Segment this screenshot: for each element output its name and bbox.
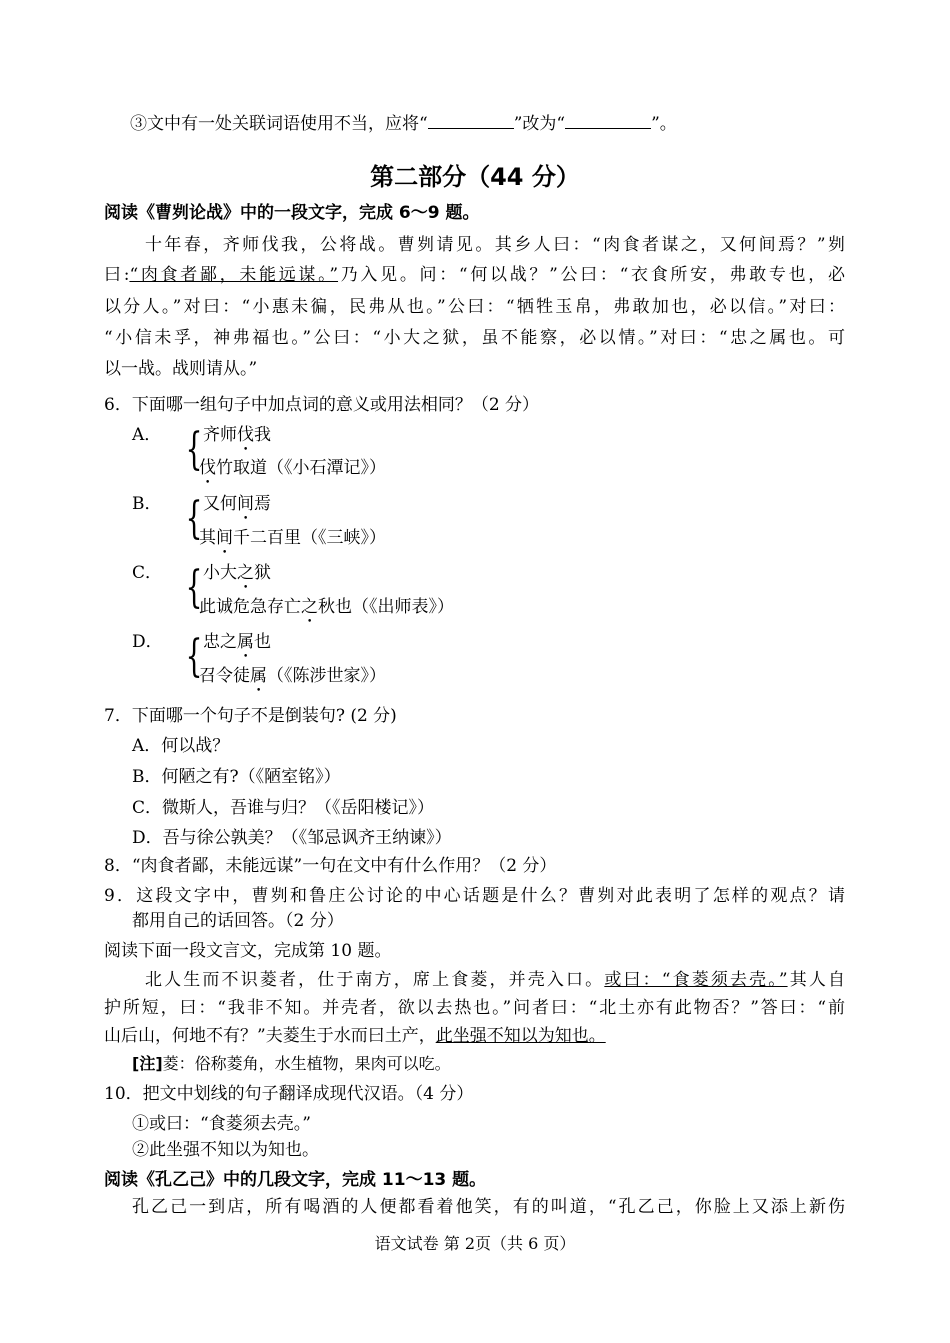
brace: { xyxy=(185,424,203,475)
passage-line: 孔乙己一到店，所有喝酒的人便都看着他笑，有的叫道，“孔乙己，你脸上又添上新伤 xyxy=(132,1197,845,1217)
option-line xyxy=(199,596,940,627)
page-footer: 语文试卷 第 2页（共 6 页） xyxy=(374,1234,576,1253)
dotted-word: 间 xyxy=(216,528,233,548)
reading-instruction-1: 阅读《曹刿论战》中的一段文字，完成 6～9 题。 xyxy=(104,203,480,223)
brace: { xyxy=(185,493,203,544)
passage-line xyxy=(104,1025,845,1047)
text: 小大 xyxy=(203,563,237,583)
text: ③文中有一处关联词语使用不当，应将“ xyxy=(130,114,428,134)
passage-line: “小信未孚，神弗福也。”公曰：“小大之狱，虽不能察，必以情。”对曰：“忠之属也。可 xyxy=(104,328,845,348)
text: ”改为“ xyxy=(513,114,566,134)
dotted-word: 之 xyxy=(237,563,254,583)
part-title: 第二部分（44 分） xyxy=(370,163,580,191)
annotation xyxy=(132,1053,873,1075)
question-9-cont: 都用自己的话回答。（2 分） xyxy=(132,911,344,931)
question-5-3 xyxy=(130,112,871,135)
question-8: 8．“肉食者鄙，未能远谋”一句在文中有什么作用？（2 分） xyxy=(104,856,557,876)
q7-option: D．吾与徐公孰美？（《邹忌讽齐王纳谏》） xyxy=(132,828,452,848)
passage-line xyxy=(104,264,845,286)
text: 曰: xyxy=(104,265,130,285)
note-text: 菱：俗称菱角，水生植物，果肉可以吃。 xyxy=(162,1054,451,1073)
text: 齐师 xyxy=(203,425,237,445)
text: 秋也（《出师表》） xyxy=(318,597,454,617)
passage-line: 十年春，齐师伐我，公将战。曹刿请见。其乡人曰：“肉食者谋之，又何间焉？”刿 xyxy=(145,235,845,255)
dotted-word: 之 xyxy=(301,597,318,617)
dotted-word: 伐 xyxy=(199,458,216,478)
passage-line: 以一战。战则请从。” xyxy=(104,359,258,379)
option-label: B． xyxy=(132,494,162,514)
option-line xyxy=(203,631,944,662)
option-line xyxy=(199,665,940,696)
option-label: D． xyxy=(132,632,163,652)
underlined-sentence: “肉食者鄙，未能远谋。” xyxy=(129,265,339,285)
question-6: 6．下面哪一组句子中加点词的意义或用法相同？（2 分） xyxy=(104,395,540,415)
answer-blank[interactable] xyxy=(565,112,651,129)
q7-option: C．微斯人，吾谁与归？（《岳阳楼记》） xyxy=(132,798,435,818)
dotted-word: 伐 xyxy=(237,425,254,445)
text: 我 xyxy=(254,425,271,445)
text: （《陈涉世家》） xyxy=(267,666,386,686)
question-10: 10．把文中划线的句子翻译成现代汉语。（4 分） xyxy=(104,1084,474,1104)
text: 忠之 xyxy=(203,632,237,652)
text: 此诚危急存亡 xyxy=(199,597,301,617)
question-7: 7．下面哪一个句子不是倒装句? (2 分) xyxy=(104,706,397,726)
brace: { xyxy=(185,562,203,613)
text: 焉 xyxy=(254,494,271,514)
text: 其 xyxy=(199,528,216,548)
note-tag: [注] xyxy=(132,1054,163,1073)
underlined-sentence: 此坐强不知以为知也。 xyxy=(435,1026,606,1046)
option-line xyxy=(203,493,944,524)
text: 又何 xyxy=(203,494,237,514)
passage-line: 护所短，曰：“我非不知。并壳者，欲以去热也。”问者曰：“北土亦有此物否？”答曰：“前 xyxy=(104,998,845,1018)
passage-line: 以分人。”对曰：“小惠未徧，民弗从也。”公曰：“牺牲玉帛，弗敢加也，必以信。”对曰： xyxy=(104,297,845,317)
dotted-word: 间 xyxy=(237,494,254,514)
option-line xyxy=(203,562,944,593)
option-line xyxy=(199,457,940,488)
text: 千二百里（《三峡》） xyxy=(233,528,386,548)
option-label: C． xyxy=(132,563,163,583)
q7-option: A．何以战？ xyxy=(132,736,230,756)
text: 召令徒 xyxy=(199,666,250,686)
underlined-sentence: 或曰：“食菱须去壳。” xyxy=(604,970,788,990)
text: ”。 xyxy=(651,114,677,134)
answer-blank[interactable] xyxy=(428,112,514,129)
brace: { xyxy=(185,631,203,682)
q7-option: B．何陋之有?（《陋室铭》） xyxy=(132,767,341,787)
option-line xyxy=(199,527,940,558)
reading-instruction-3: 阅读《孔乙己》中的几段文字，完成 11～13 题。 xyxy=(104,1170,487,1190)
text: 竹取道（《小石潭记》） xyxy=(216,458,386,478)
passage-line xyxy=(145,969,845,991)
question-9: 9．这段文字中，曹刿和鲁庄公讨论的中心话题是什么？曹刿对此表明了怎样的观点？请 xyxy=(104,886,845,906)
text: 也 xyxy=(254,632,271,652)
q10-item: ①或曰：“食菱须去壳。” xyxy=(132,1114,311,1134)
dotted-word: 属 xyxy=(237,632,254,652)
text: 乃入见。问：“何以战？”公曰：“衣食所安，弗敢专也，必 xyxy=(338,265,846,285)
option-label: A． xyxy=(132,425,162,445)
text: 山后山，何地不有？”夫菱生于水而曰土产， xyxy=(104,1026,436,1046)
q10-item: ②此坐强不知以为知也。 xyxy=(132,1140,319,1160)
dotted-word: 属 xyxy=(250,666,267,686)
text: 北人生而不识菱者，仕于南方，席上食菱，并壳入口。 xyxy=(145,970,605,990)
option-line xyxy=(203,424,944,455)
text: 狱 xyxy=(254,563,271,583)
reading-instruction-2: 阅读下面一段文言文，完成第 10 题。 xyxy=(104,941,392,961)
text: 其人自 xyxy=(787,970,846,990)
